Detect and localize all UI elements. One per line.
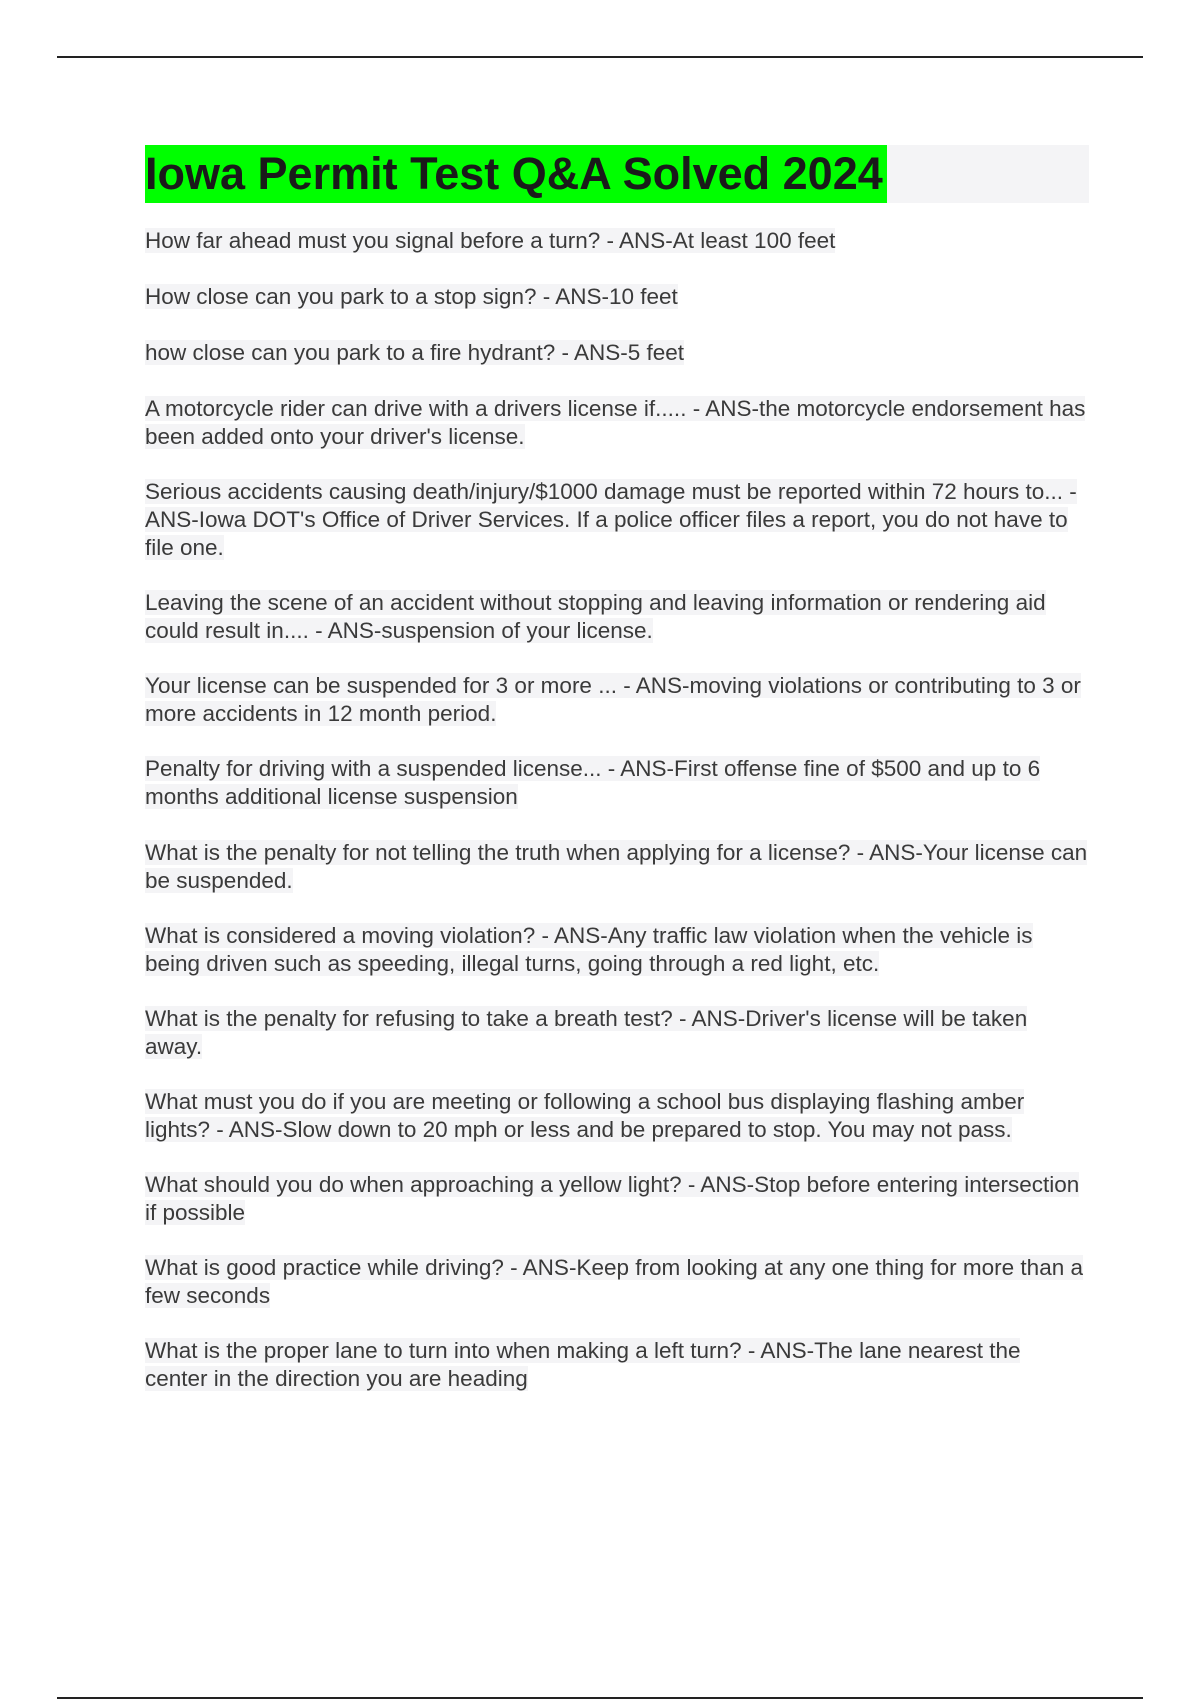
qa-item: Your license can be suspended for 3 or more ... - ANS-moving violations or contributing to 3 or more accidents in 12 month period. [145,673,1081,726]
qa-item: What is considered a moving violation? - ANS-Any traffic law violation when the vehicle is being driven such as speeding, illegal turns, going through a red light, etc. [145,923,1033,976]
qa-item: What must you do if you are meeting or following a school bus displaying flashing amber lights? - ANS-Slow down to 20 mph or less and be prepared to stop. You may not pass. [145,1089,1025,1142]
title-band [145,145,1089,203]
qa-item: Leaving the scene of an accident without stopping and leaving information or rendering aid could result in.... - ANS-suspension of your license. [145,590,1046,643]
document-content [145,145,1089,1393]
qa-item: What is the penalty for not telling the truth when applying for a license? - ANS-Your license can be suspended. [145,840,1088,893]
qa-item: What is the proper lane to turn into when making a left turn? - ANS-The lane nearest the center in the direction you are heading [145,1338,1021,1391]
qa-item: Penalty for driving with a suspended license... - ANS-First offense fine of $500 and up to 6 months additional license suspension [145,756,1041,809]
document-title: Iowa Permit Test Q&A Solved 2024 [145,145,887,203]
bottom-rule [57,1697,1143,1699]
qa-item: How far ahead must you signal before a turn? - ANS-At least 100 feet [145,228,836,253]
qa-item: What is the penalty for refusing to take a breath test? - ANS-Driver's license will be taken away. [145,1006,1028,1059]
qa-item: What should you do when approaching a yellow light? - ANS-Stop before entering intersection if possible [145,1172,1080,1225]
top-rule [57,56,1143,58]
qa-list [145,227,1089,1393]
qa-item: how close can you park to a fire hydrant? - ANS-5 feet [145,340,685,365]
qa-item: A motorcycle rider can drive with a drivers license if..... - ANS-the motorcycle endorsement has been added onto your driver's license. [145,396,1086,449]
qa-item: What is good practice while driving? - ANS-Keep from looking at any one thing for more than a few seconds [145,1255,1083,1308]
qa-item: How close can you park to a stop sign? - ANS-10 feet [145,284,678,309]
qa-item: Serious accidents causing death/injury/$1000 damage must be reported within 72 hours to... - ANS-Iowa DOT's Office of Driver Services. If a police officer files a report, you do not have to file one. [145,479,1077,560]
